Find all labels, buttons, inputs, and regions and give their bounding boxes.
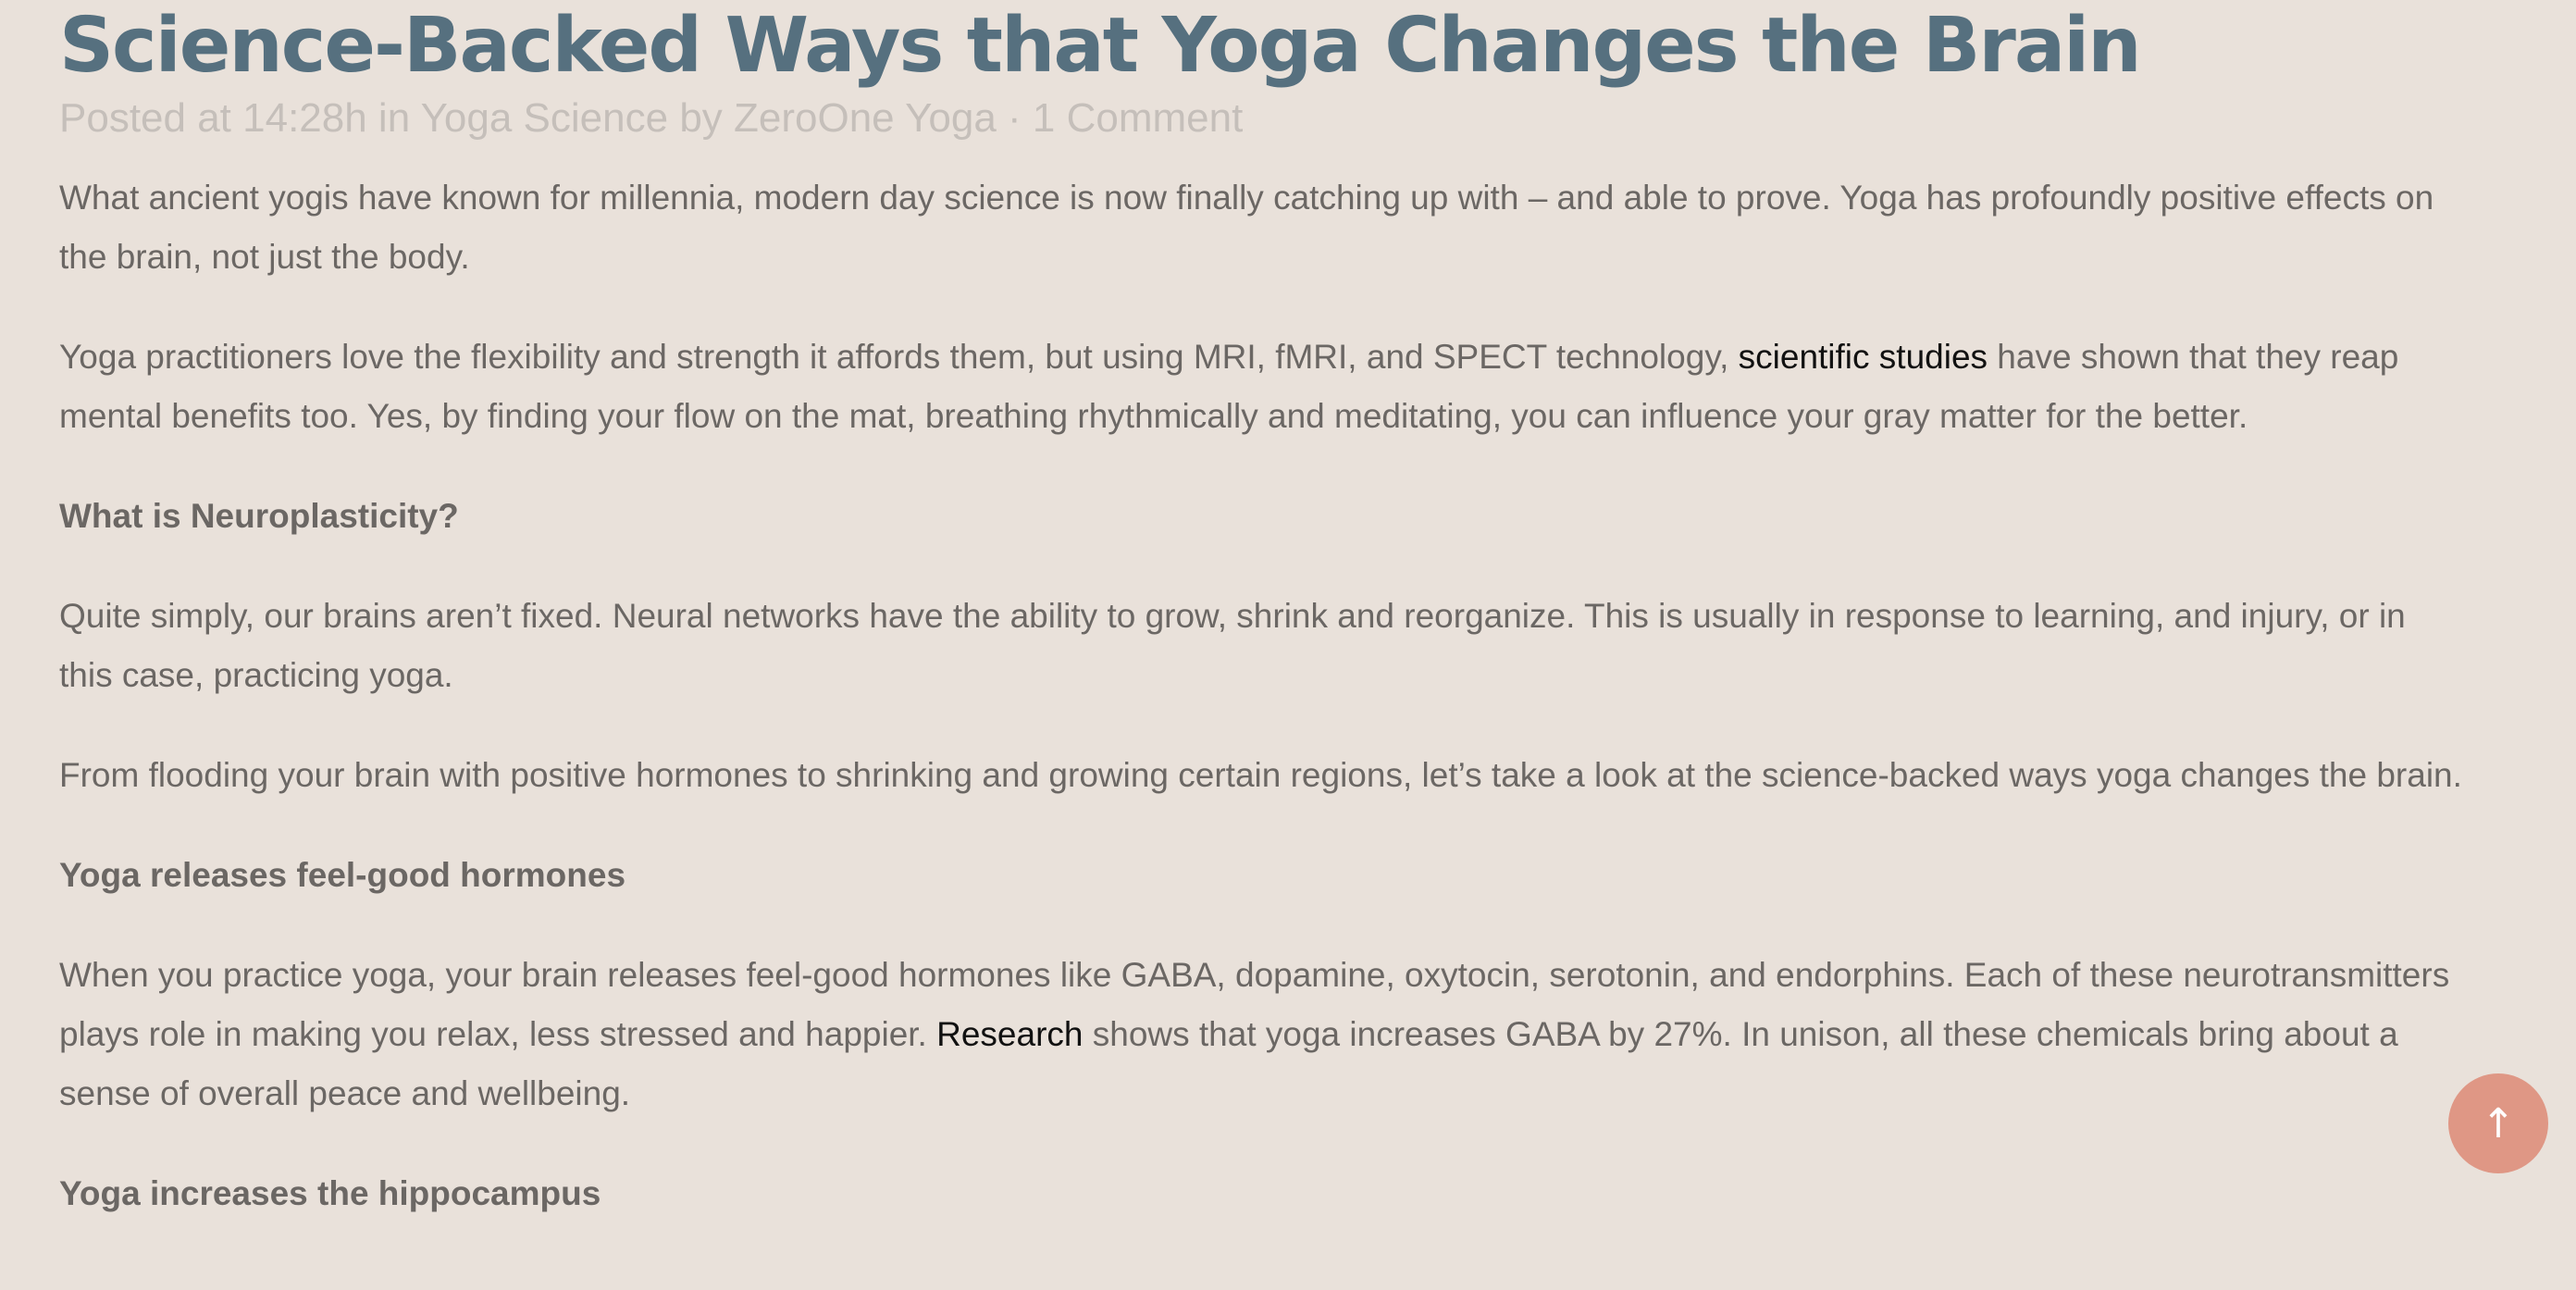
- paragraph-intro: What ancient yogis have known for millennia, modern day science is now finally catching up with – and able to prove. Yoga has profoundly positive effects on the brain, not just the body.: [59, 179, 2434, 276]
- heading-hippocampus: Yoga increases the hippocampus: [59, 1174, 601, 1212]
- article-body: [59, 168, 2465, 1223]
- article: [59, 0, 2465, 1223]
- arrow-up-icon: ↑: [2481, 1099, 2516, 1147]
- article-title: Science-Backed Ways that Yoga Changes the Brain: [59, 2, 2140, 90]
- heading-hormones: Yoga releases feel-good hormones: [59, 856, 626, 894]
- paragraph-hormones-text-1: When you practice yoga, your brain releases feel-good hormones like GABA, dopamine, oxytocin, serotonin, and endorphins. Each of these neurotransmitters plays role in making you relax, less stressed and happier.: [59, 956, 2450, 1053]
- post-date: Posted at 14:28h in: [59, 95, 421, 141]
- research-link[interactable]: Research: [936, 1015, 1084, 1053]
- author-link[interactable]: ZeroOne Yoga: [734, 95, 997, 141]
- paragraph-mri-text-1: Yoga practitioners love the flexibility and strength it affords them, but using MRI, fMRI, and SPECT technology,: [59, 338, 1739, 376]
- paragraph-mri-text-2: have shown that they reap mental benefits too. Yes, by finding your flow on the mat, breathing rhythmically and meditating, you can influence your gray matter for the better.: [59, 338, 2399, 435]
- comments-link[interactable]: · 1 Comment: [996, 95, 1244, 141]
- category-link[interactable]: Yoga Science: [420, 95, 669, 141]
- post-meta: [59, 91, 2465, 146]
- by-label: by: [668, 95, 735, 141]
- heading-neuroplasticity: What is Neuroplasticity?: [59, 497, 459, 535]
- paragraph-hormones: [59, 946, 2465, 1123]
- paragraph-neuroplasticity: Quite simply, our brains aren’t fixed. Neural networks have the ability to grow, shrink and reorganize. This is usually in response to learning, and injury, or in this case, practicing yoga.: [59, 597, 2406, 694]
- back-to-top-button[interactable]: [2448, 1073, 2548, 1173]
- paragraph-mri: [59, 328, 2465, 446]
- paragraph-science-ways: From flooding your brain with positive hormones to shrinking and growing certain regions, let’s take a look at the science-backed ways yoga changes the brain.: [59, 756, 2462, 794]
- paragraph-hormones-text-2: shows that yoga increases GABA by 27%. In unison, all these chemicals bring about a sense of overall peace and wellbeing.: [59, 1015, 2398, 1112]
- scientific-studies-link[interactable]: scientific studies: [1738, 338, 1988, 376]
